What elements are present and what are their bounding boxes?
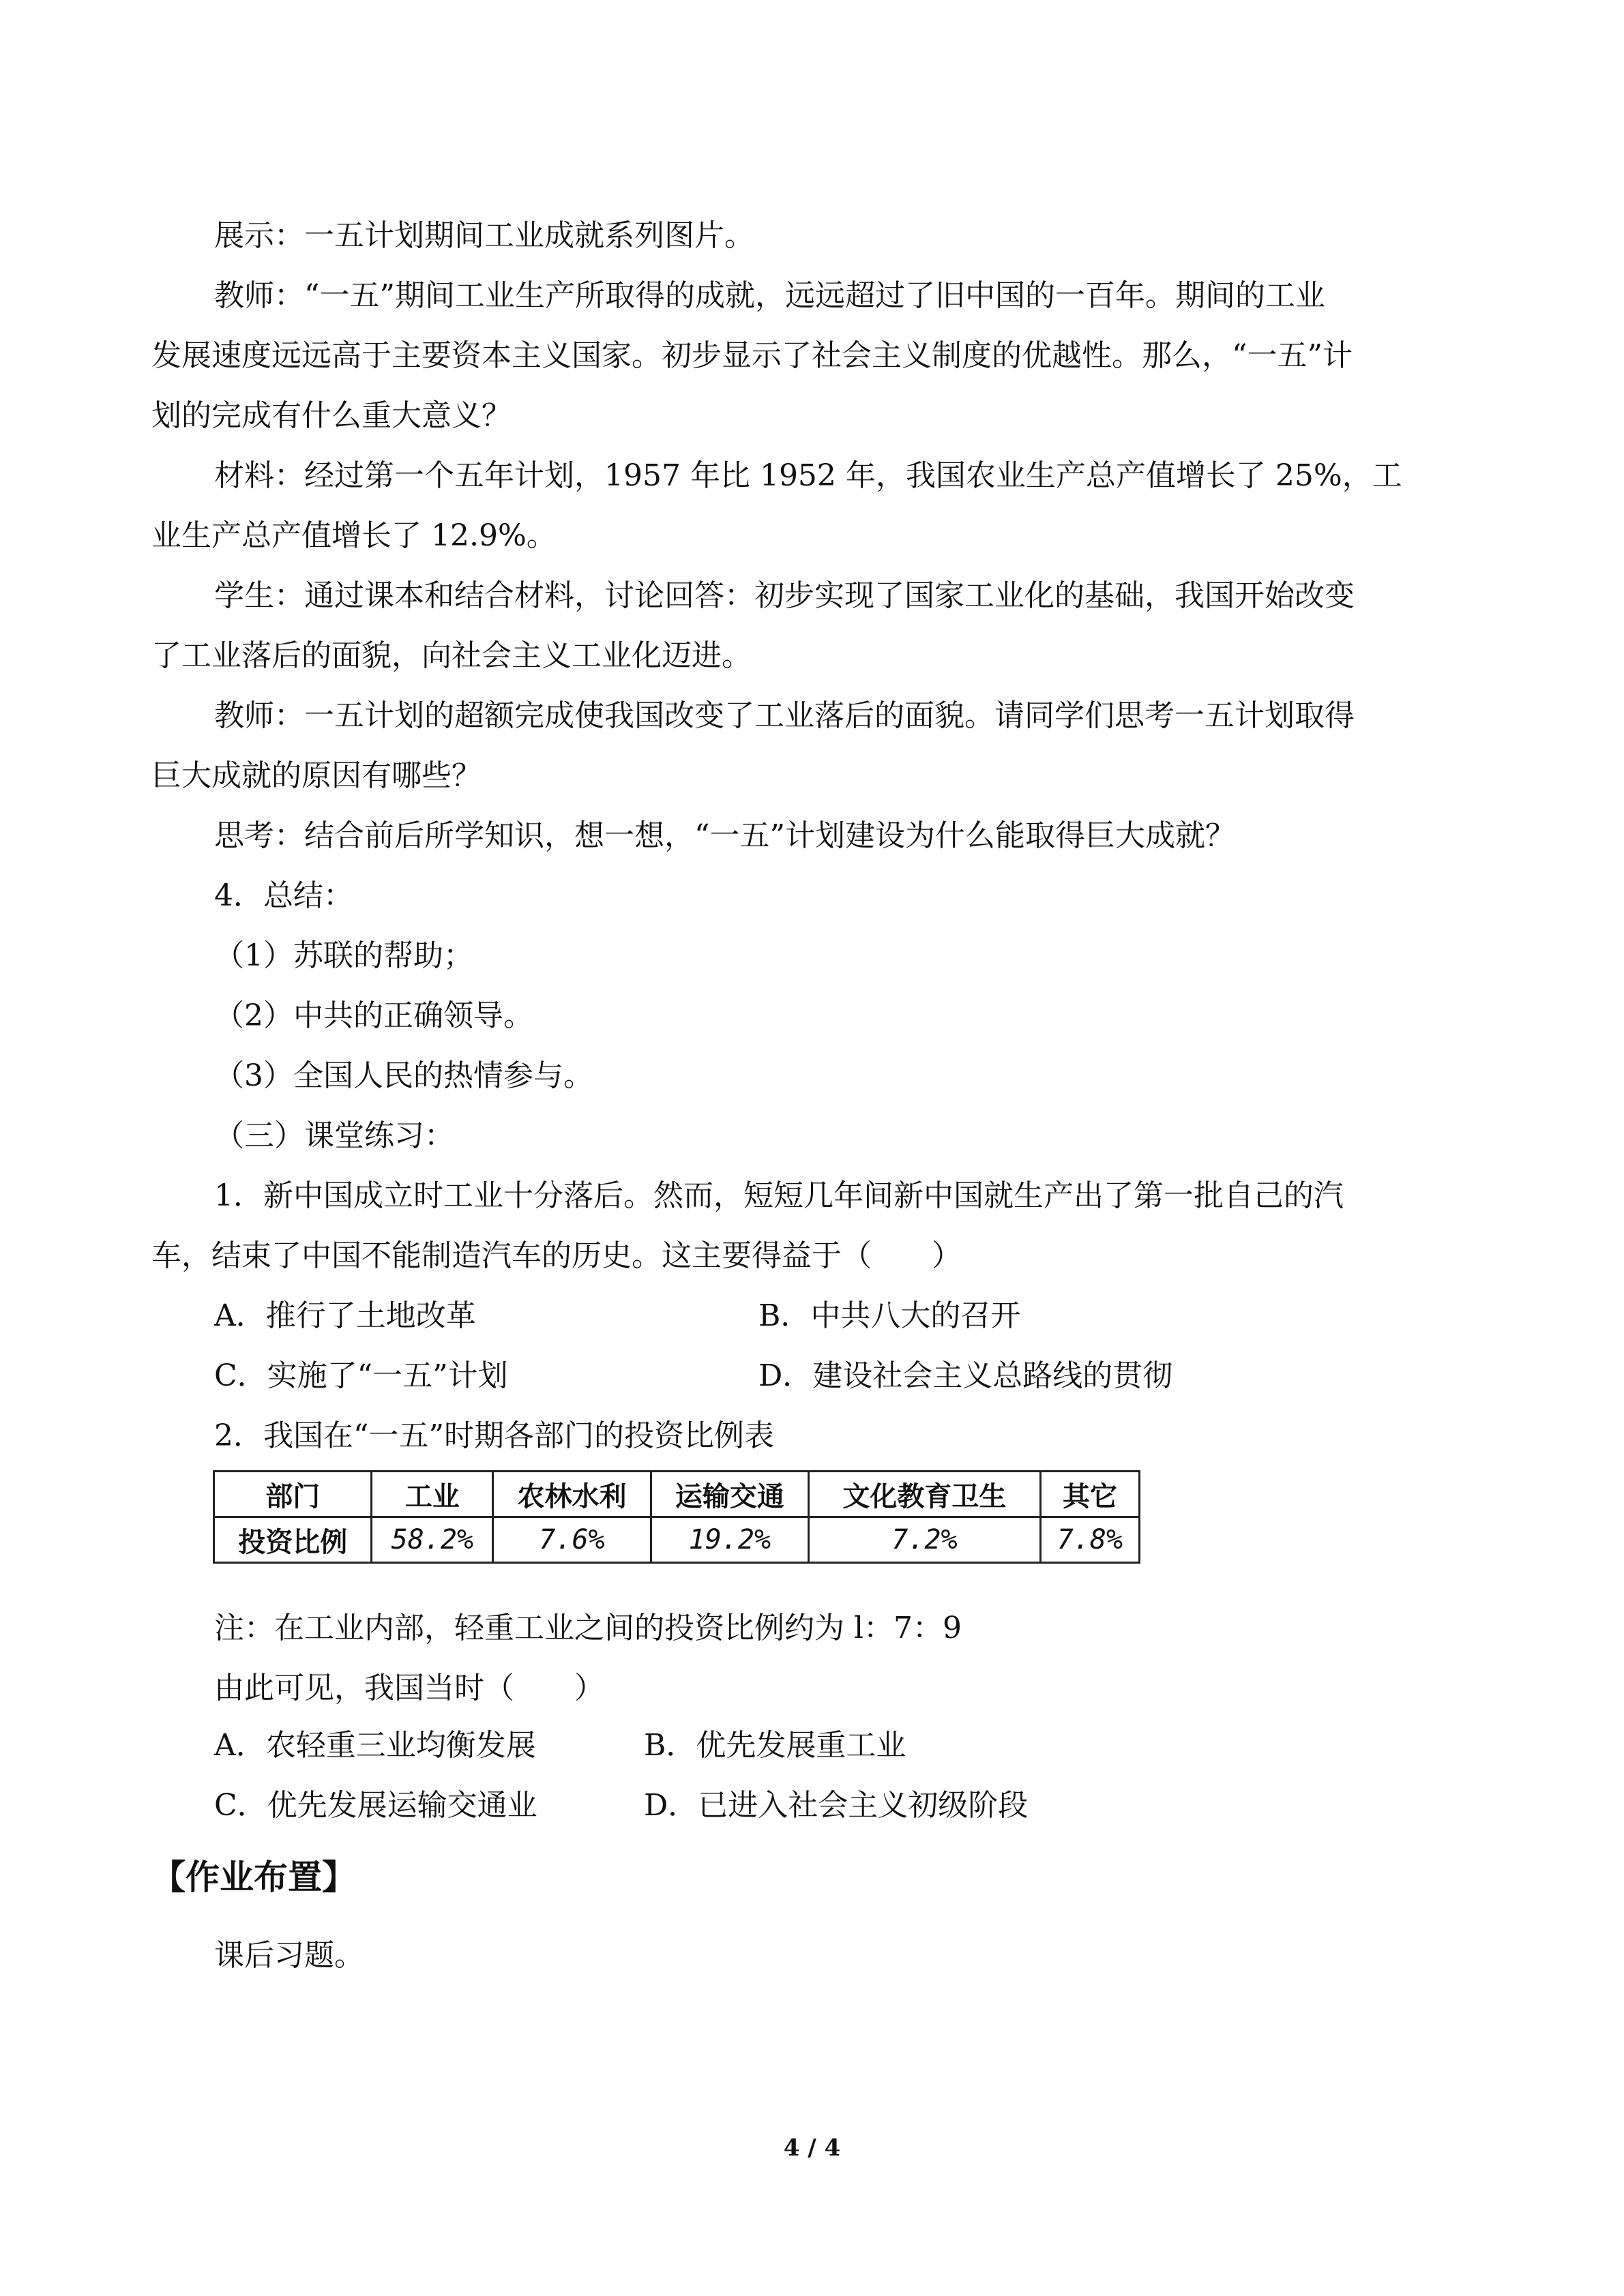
table-header-cell: 文化教育卫生 (809, 1472, 1041, 1517)
question-2-ask: 由此可见，我国当时（ ） (214, 1671, 604, 1705)
paragraph-student-line2: 了工业落后的面貌，向社会主义工业化迈进。 (151, 638, 752, 673)
paragraph-teacher-line2: 发展速度远远高于主要资本主义国家。初步显示了社会主义制度的优越性。那么，“一五”计 (151, 338, 1353, 373)
table-cell: 58.2% (372, 1517, 493, 1563)
table-header-cell: 部门 (214, 1472, 372, 1517)
paragraph-material-line2: 业生产总产值增长了 12.9%。 (151, 518, 557, 553)
question-2-note: 注：在工业内部，轻重工业之间的投资比例约为 l：7：9 (214, 1611, 962, 1645)
paragraph-student-line1: 学生：通过课本和结合材料，讨论回答：初步实现了国家工业化的基础，我国开始改变 (214, 578, 1355, 613)
summary-title: 4．总结： (214, 878, 353, 913)
question-1-option-a: A．推行了土地改革 (214, 1298, 476, 1333)
question-1-option-d: D．建设社会主义总路线的贯彻 (758, 1358, 1173, 1393)
question-2-option-c: C．优先发展运输交通业 (214, 1788, 537, 1823)
paragraph-teacher2-line2: 巨大成就的原因有哪些？ (151, 758, 482, 793)
summary-item-2: （2）中共的正确领导。 (214, 998, 533, 1033)
practice-title: （三）课堂练习： (214, 1118, 454, 1153)
table-row-head: 投资比例 (214, 1517, 372, 1563)
paragraph-teacher2-line1: 教师：一五计划的超额完成使我国改变了工业落后的面貌。请同学们思考一五计划取得 (214, 698, 1355, 733)
table-cell: 7.2% (809, 1517, 1041, 1563)
summary-item-1: （1）苏联的帮助； (214, 938, 473, 973)
table-header-row (214, 1472, 1140, 1517)
table-header-cell: 运输交通 (651, 1472, 808, 1517)
question-1-stem-line1: 1．新中国成立时工业十分落后。然而，短短几年间新中国就生产出了第一批自己的汽 (214, 1178, 1344, 1213)
table-header-cell: 农林水利 (493, 1472, 651, 1517)
question-1-option-b: B．中共八大的召开 (758, 1298, 1021, 1333)
paragraph-material-line1: 材料：经过第一个五年计划，1957 年比 1952 年，我国农业生产总产值增长了 25%，工 (214, 458, 1402, 493)
homework-text: 课后习题。 (214, 1938, 364, 1973)
paragraph-teacher-line3: 划的完成有什么重大意义？ (151, 398, 512, 433)
table-cell: 19.2% (651, 1517, 808, 1563)
paragraph-display: 展示：一五计划期间工业成就系列图片。 (214, 218, 754, 253)
summary-item-3: （3）全国人民的热情参与。 (214, 1058, 593, 1093)
table-cell: 7.8% (1040, 1517, 1139, 1563)
question-2-stem: 2．我国在“一五”时期各部门的投资比例表 (214, 1418, 774, 1453)
question-1-option-c: C．实施了“一五”计划 (214, 1358, 508, 1393)
investment-ratio-table (213, 1470, 1140, 1564)
question-2-option-a: A．农轻重三业均衡发展 (214, 1728, 536, 1763)
table-header-cell: 工业 (372, 1472, 493, 1517)
question-1-stem-line2: 车，结束了中国不能制造汽车的历史。这主要得益于（ ） (151, 1238, 962, 1273)
table-row (214, 1517, 1140, 1563)
question-2-option-b: B．优先发展重工业 (644, 1728, 906, 1763)
page-number: 4 / 4 (783, 2134, 841, 2162)
homework-heading: 【作业布置】 (151, 1858, 356, 1897)
question-2-option-d: D．已进入社会主义初级阶段 (644, 1788, 1029, 1823)
paragraph-teacher-line1: 教师：“一五”期间工业生产所取得的成就，远远超过了旧中国的一百年。期间的工业 (214, 278, 1325, 313)
table-cell: 7.6% (493, 1517, 651, 1563)
table-header-cell: 其它 (1040, 1472, 1139, 1517)
paragraph-think: 思考：结合前后所学知识，想一想，“一五”计划建设为什么能取得巨大成就？ (214, 818, 1235, 853)
